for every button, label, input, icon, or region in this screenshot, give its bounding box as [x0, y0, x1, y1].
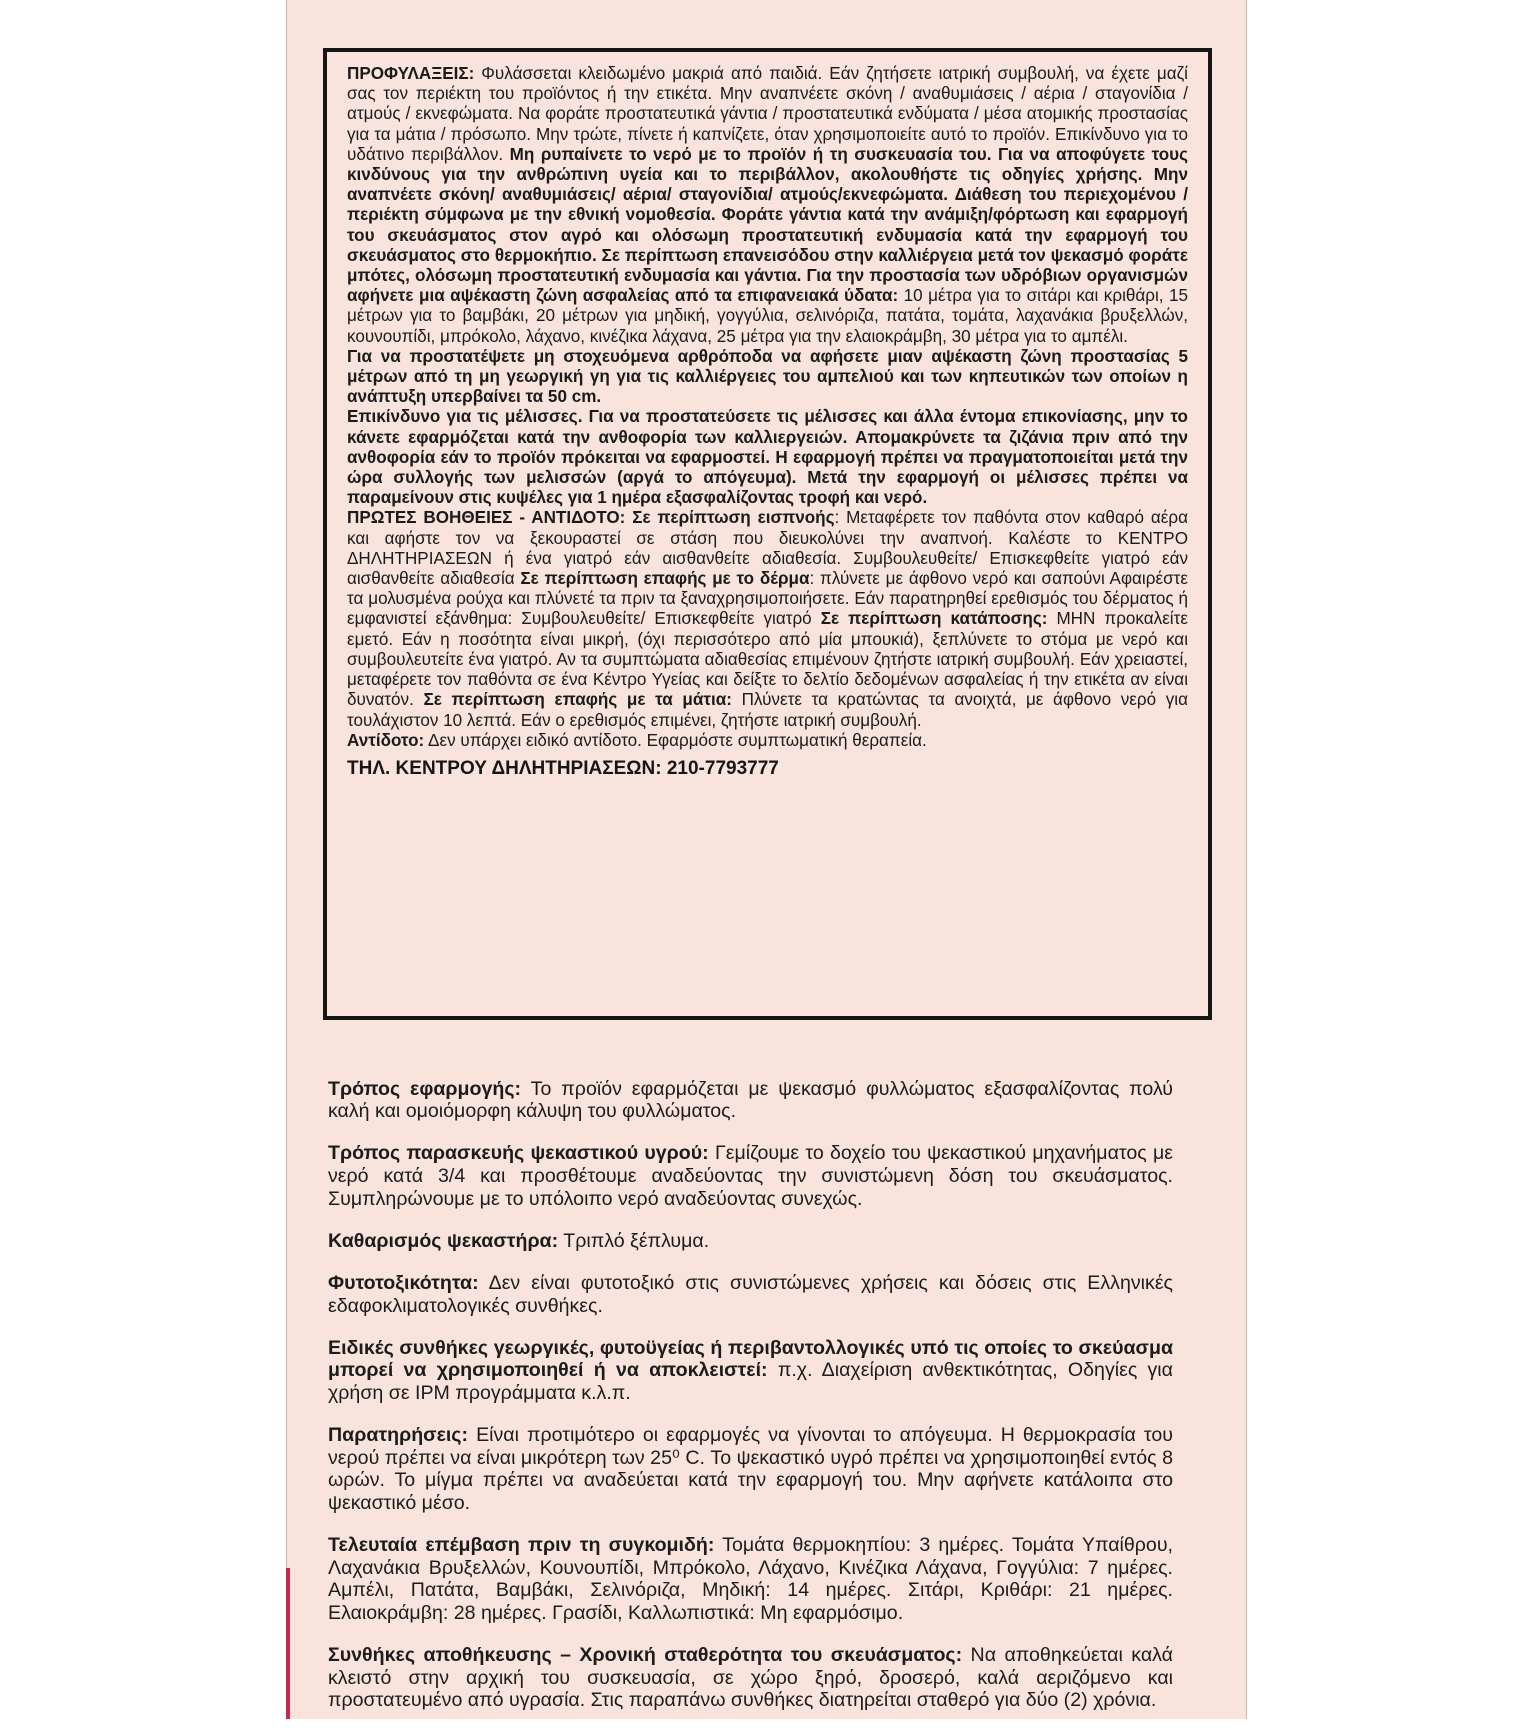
paragraph	[328, 1337, 1173, 1405]
text-run: : Μεταφέρετε τον παθόντα στον καθαρό αέρα και αφήστε τον να ξεκουραστεί σε στάση που διευκολύνει την αναπνοή. Καλέστε το ΚΕΝΤΡΟ ΔΗΛΗΤΗΡΙΑΣΕΩΝ ή ένα γιατρό εάν αισθανθείτε αδιαθεσία. Συμβουλευθείτε/ Επισκεφθείτε γιατρό εάν αισθανθείτε αδιαθεσία	[347, 508, 1189, 589]
text-run: Πλύνετε τα κρατώντας τα ανοιχτά, με άφθονο νερό για τουλάχιστον 10 λεπτά. Εάν ο ερεθισμός επιμένει, ζητήστε ιατρική συμβουλή.	[347, 690, 1188, 730]
poison-center-phone: ΤΗΛ. ΚΕΝΤΡΟΥ ΔΗΛΗΤΗΡΙΑΣΕΩΝ: 210-7793777	[347, 757, 779, 779]
bold-text-run: Φυτοτοξικότητα:	[328, 1271, 479, 1294]
bold-text-run: Επικίνδυνο για τις μέλισσες. Για να προστατεύσετε τις μέλισσες και άλλα έντομα επικονίασης, μην το κάνετε εφαρμόζεται κατά την ανθοφορία των καλλιεργειών. Απομακρύνετε τα ζιζάνια πριν από την ανθοφορία εάν το προϊόν πρόκειται να εφαρμοστεί. Η εφαρμογή πρέπει να πραγματοποιείται μετά την ώρα συλλογής των μελισσών (αργά το απόγευμα). Μετά την εφαρμογή οι μέλισσες πρέπει να παραμείνουν στις κυψέλες για 1 ημέρα εξασφαλίζοντας τροφή και νερό.	[347, 407, 1188, 508]
text-run: ΜΗΝ προκαλείτε εμετό. Εάν η ποσότητα είναι μικρή, (όχι περισσότερο από μία μπουκιά), ξεπλύνετε το στόμα με νερό και συμβουλευτείτε ένα γιατρό. Αν τα συμπτώματα αδιαθεσίας επιμένουν ζητήστε ιατρική συμβουλή. Εάν χρειαστεί, μεταφέρετε τον παθόντα σε ένα Κέντρο Υγείας και δείξτε το δελτίο δεδομένων ασφαλείας ή την ετικέτα αν είναι δυνατόν.	[347, 609, 1188, 710]
bold-text-run: Μη ρυπαίνετε το νερό με το προϊόν ή τη συσκευασία του. Για να αποφύγετε τους κινδύνους για την ανθρώπινη υγεία και το περιβάλλον, ακολουθήστε τις οδηγίες χρήσης. Μην αναπνέετε σκόνη/ αναθυμιάσεις/ αέρια/ σταγονίδια/ ατμούς/εκνεφώματα. Διάθεση του περιεχομένου / περιέκτη σύμφωνα με την εθνική νομοθεσία. Φοράτε γάντια κατά την ανάμιξη/φόρτωση και εφαρμογή του σκευάσματος στον αγρό και ολόσωμη προστατευτική ενδυμασία κατά την εφαρμογή του σκευάσματος στο θερμοκήπιο. Σε περίπτωση επανεισόδου στην καλλιέργεια μετά τον ψεκασμό φοράτε μπότες, ολόσωμη προστατευτική ενδυμασία και γάντια. Για την προστασία των υδρόβιων οργανισμών αφήνετε μια αψέκαστη ζώνη ασφαλείας από τα επιφανειακά ύδατα:	[347, 144, 1188, 306]
bold-text-run: Τρόπος παρασκευής ψεκαστικού υγρού:	[328, 1142, 709, 1165]
bold-text-run: Τρόπος εφαρμογής:	[328, 1077, 522, 1100]
paragraph	[347, 64, 1188, 347]
warnings-text	[347, 64, 1188, 751]
text-run: 10 μέτρα για το σιτάρι και κριθάρι, 15 μέτρων για το βαμβάκι, 20 μέτρων για μηδική, γογγύλια, σελινόριζα, πατάτα, τομάτα, λαχανάκια βρυξελλών, κουνουπίδι, μπρόκολο, λάχανο, κινέζικα λάχανα, 25 μέτρα για την ελαιοκράμβη, 30 μέτρα για το αμπέλι.	[347, 286, 1188, 346]
text-run: Δεν είναι φυτοτοξικό στις συνιστώμενες χρήσεις και δόσεις στις Ελληνικές εδαφοκλιματολογικές συνθήκες.	[328, 1271, 1173, 1317]
bold-text-run: Σε περίπτωση επαφής με το δέρμα	[520, 569, 810, 589]
paragraph	[328, 1644, 1173, 1712]
bold-text-run: Σε περίπτωση κατάποσης:	[820, 609, 1048, 629]
warnings-box	[323, 48, 1212, 1020]
text-run: Γεμίζουμε το δοχείο του ψεκαστικού μηχανήματος με νερό κατά 3/4 και προσθέτουμε αναδεύοντας την συνιστώμενη δόση του σκευάσματος. Συμπληρώνουμε με το υπόλοιπο νερό αναδεύοντας συνεχώς.	[328, 1142, 1174, 1210]
paragraph	[328, 1142, 1173, 1210]
label-panel	[286, 0, 1247, 1719]
bold-text-run: ΠΡΩΤΕΣ ΒΟΗΘΕΙΕΣ - ΑΝΤΙΔΟΤΟ: Σε περίπτωση εισπνοής	[347, 508, 835, 528]
text-run: Τομάτα θερμοκηπίου: 3 ημέρες. Τομάτα Υπαίθρου, Λαχανάκια Βρυξελλών, Κουνουπίδι, Μπρόκολο, Λάχανο, Κινέζικα Λάχανα, Γογγύλια: 7 ημέρες. Αμπέλι, Πατάτα, Βαμβάκι, Σελινόριζα, Μηδική: 14 ημέρες. Σιτάρι, Κριθάρι: 21 ημέρες. Ελαιοκράμβη: 28 ημέρες. Γρασίδι, Καλλωπιστικά: Μη εφαρμόσιμο.	[328, 1534, 1173, 1624]
application-instructions	[328, 1058, 1173, 1731]
paragraph	[347, 347, 1188, 408]
bold-text-run: ΠΡΟΦΥΛΑΞΕΙΣ:	[347, 64, 475, 83]
bold-text-run: Καθαρισμός ψεκαστήρα:	[328, 1229, 559, 1252]
bold-text-run: Ειδικές συνθήκες γεωργικές, φυτοϋγείας ή περιβαντολλογικές υπό τις οποίες το σκεύασμα μπορεί να χρησιμοποιηθεί ή να αποκλειστεί:	[328, 1336, 1173, 1382]
bold-text-run: Για να προστατέψετε μη στοχευόμενα αρθρόποδα να αφήσετε μιαν αψέκαστη ζώνη προστασίας 5 μέτρων από τη μη γεωργική γη για τις καλλιέργειες του αμπελιού και των κηπευτικών των οποίων η ανάπτυξη υπερβαίνει τα 50 cm.	[347, 346, 1188, 407]
bold-text-run: Σε περίπτωση επαφής με τα μάτια:	[423, 690, 732, 710]
bold-text-run: Αντίδοτο:	[347, 730, 425, 750]
paragraph	[328, 1230, 1173, 1253]
text-run: Φυλάσσεται κλειδωμένο μακριά από παιδιά. Εάν ζητήσετε ιατρική συμβουλή, να έχετε μαζί σας τον περιέκτη του προϊόντος ή την ετικέτα. Μην αναπνέετε σκόνη / αναθυμιάσεις / αέρια / σταγονίδια / ατμούς / εκνεφώματα. Να φοράτε προστατευτικά γάντια / προστατευτικά ενδύματα / μέσα ατομικής προστασίας για τα μάτια / πρόσωπο. Μην τρώτε, πίνετε ή καπνίζετε, όταν χρησιμοποιείτε αυτό το προϊόν. Επικίνδυνο για το υδάτινο περιβάλλον.	[347, 64, 1188, 164]
bold-text-run: Συνθήκες αποθήκευσης – Χρονική σταθερότητα του σκευάσματος:	[328, 1644, 963, 1667]
paragraph	[347, 731, 1188, 751]
paragraph	[328, 1534, 1173, 1624]
paragraph	[328, 1272, 1173, 1317]
bold-text-run: Τελευταία επέμβαση πριν τη συγκομιδή:	[328, 1534, 715, 1557]
text-run: Δεν υπάρχει ειδικό αντίδοτο. Εφαρμόστε συμπτωματική θεραπεία.	[424, 730, 927, 750]
paragraph	[328, 1078, 1173, 1123]
red-edge-stripe	[286, 1568, 290, 1719]
text-run: Το προϊόν εφαρμόζεται με ψεκασμό φυλλώματος εξασφαλίζοντας πολύ καλή και ομοιόμορφη κάλυψη του φυλλώματος.	[328, 1077, 1173, 1123]
paragraph	[347, 407, 1188, 508]
text-run: Τριπλό ξέπλυμα.	[558, 1229, 710, 1252]
instructions-text	[328, 1078, 1173, 1712]
text-run: Είναι προτιμότερο οι εφαρμογές να γίνονται το απόγευμα. Η θερμοκρασία του νερού πρέπει να είναι μικρότερη των 25⁰ C. Το ψεκαστικό υγρό πρέπει να χρησιμοποιηθεί εντός 8 ωρών. Το μίγμα πρέπει να αναδεύεται κατά την εφαρμογή του. Μην αφήνετε κατάλοιπα στο ψεκαστικό μέσο.	[328, 1424, 1173, 1514]
text-run: Να αποθηκεύεται καλά κλειστό στην αρχική του συσκευασία, σε χώρο ξηρό, δροσερό, καλά αεριζόμενο και προστατευμένο από υγρασία. Στις παραπάνω συνθήκες διατηρείται σταθερό για δύο (2) χρόνια.	[328, 1644, 1173, 1712]
paragraph	[328, 1424, 1173, 1514]
text-run: : πλύνετε με άφθονο νερό και σαπούνι Αφαιρέστε τα μολυσμένα ρούχα και πλύνετέ τα πριν τα ξαναχρησιμοποιήσετε. Εάν παρατηρηθεί ερεθισμός του δέρματος ή εμφανιστεί εξάνθημα: Συμβουλευθείτε/ Επισκεφθείτε γιατρό	[347, 569, 1188, 629]
bold-text-run: Παρατηρήσεις:	[328, 1424, 469, 1447]
paragraph	[347, 508, 1188, 730]
text-run: π.χ. Διαχείριση ανθεκτικότητας, Οδηγίες για χρήση σε IPM προγράμματα κ.λ.π.	[328, 1359, 1173, 1404]
